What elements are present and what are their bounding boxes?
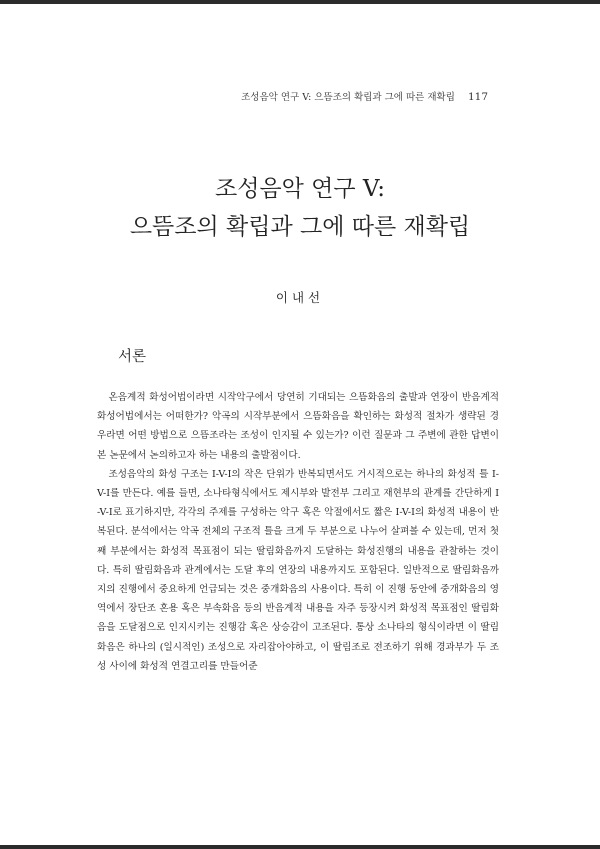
section-heading: 서론 xyxy=(118,349,147,365)
article-title xyxy=(0,170,600,246)
top-scan-border xyxy=(0,0,600,4)
running-header xyxy=(241,89,488,103)
body-text xyxy=(97,388,499,676)
bottom-scan-border xyxy=(0,845,600,849)
author-name: 이내선 xyxy=(275,290,325,305)
title-line-2: 으뜸조의 확립과 그에 따른 재확립 xyxy=(129,214,471,240)
running-title: 조성음악 연구 V: 으뜸조의 확립과 그에 따른 재확립 xyxy=(241,92,455,103)
paragraph-2: 조성음악의 화성 구조는 I-V-I의 작은 단위가 반복되면서도 거시적으로는 하나의 화성적 틀 I-V-I를 만든다. 예를 들면, 소나타형식에서도 제시부와 발전부 그리고 재현부의 관계를 간단하게 I-V-I로 표기하지만, 각각의 주제를 구성하는 악구 혹은 악절에서도 짧은 I-V-I의 화성적 내용이 반복된다. 분석에서는 악곡 전체의 구조적 틀을 크게 두 부분으로 나누어 살펴볼 수 있는데, 먼저 첫째 부분에서는 화성적 목표점이 되는 딸림화음까지 도달하는 화성진행의 내용을 관찰하는 것이다. 특히 딸림화음과 관계에서는 도달 후의 연장의 내용까지도 포함된다. 일반적으로 딸림화음까지의 진행에서 중요하게 언급되는 것은 중개화음의 사용이다. 특히 이 진행 동안에 중개화음의 영역에서 장단조 혼용 혹은 부속화음 등의 반음계적 내용을 자주 등장시켜 화성적 목표점인 딸림화음을 도달점으로 인지시키는 진행감 혹은 상승감이 고조된다. 통상 소나타의 형식이라면 이 딸림화음은 하나의 (일시적인) 조성으로 자리잡아야하고, 이 딸림조로 전조하기 위해 경과부가 두 조성 사이에 화성적 연결고리를 만들어준 xyxy=(97,468,499,672)
page-number: 117 xyxy=(467,91,488,103)
paragraph-1: 온음계적 화성어법이라면 시작악구에서 당연히 기대되는 으뜸화음의 출발과 연장이 반음계적 화성어법에서는 어떠한가? 악곡의 시작부분에서 으뜸화음을 확인하는 화성적 절차가 생략된 경우라면 어떤 방법으로 으뜸조라는 조성이 인지될 수 있는가? 이런 질문과 그 주변에 관한 답변이 본 논문에서 논의하고자 하는 내용의 출발점이다. xyxy=(97,392,499,461)
title-line-1: 조성음악 연구 V: xyxy=(215,176,385,202)
